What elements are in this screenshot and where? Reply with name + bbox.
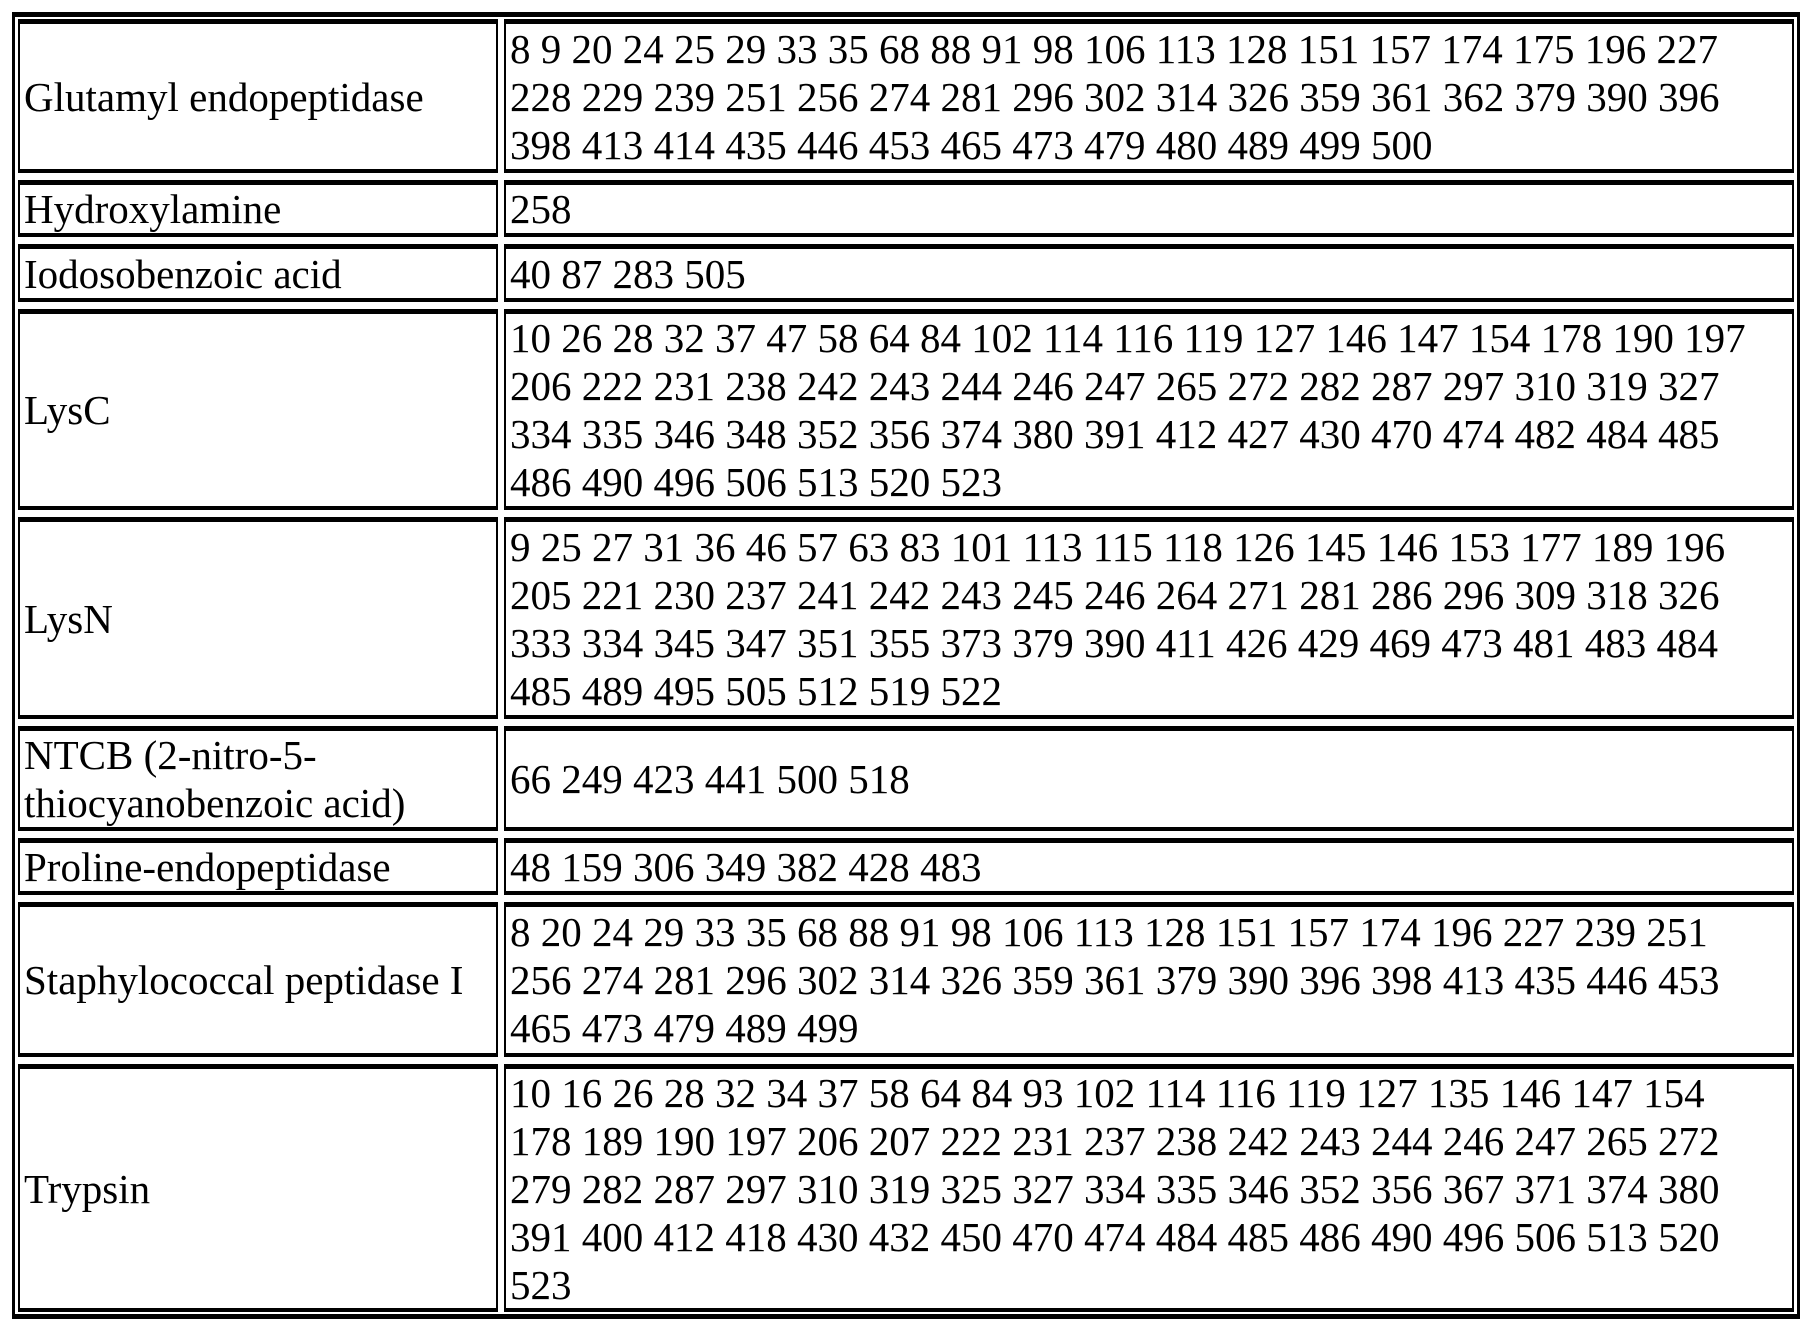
cleavage-positions-line: 9 25 27 31 36 46 57 63 83 101 113 115 118 126 145 146 153 177 189 196 <box>510 523 1725 571</box>
cleavage-positions-line: 279 282 287 297 310 319 325 327 334 335 346 352 356 367 371 374 380 <box>510 1165 1720 1213</box>
table-row <box>18 19 1794 173</box>
cleavage-positions-line: 333 334 345 347 351 355 373 379 390 411 426 429 469 473 481 483 484 <box>510 619 1725 667</box>
cleavage-positions-line: 206 222 231 238 242 243 244 246 247 265 272 282 287 297 310 319 327 <box>510 362 1746 410</box>
cleavage-agent-cell <box>18 517 498 719</box>
cleavage-positions-cell <box>504 309 1794 510</box>
cleavage-agent-cell <box>18 19 498 173</box>
cleavage-sites-table <box>12 12 1800 1319</box>
cleavage-positions-line: 256 274 281 296 302 314 326 359 361 379 390 396 398 413 435 446 453 <box>510 956 1720 1004</box>
cleavage-positions-cell <box>504 838 1794 895</box>
table-row <box>18 517 1794 719</box>
table-row <box>18 309 1794 510</box>
cleavage-positions-cell <box>504 19 1794 173</box>
cleavage-agent-name: Proline-endopeptidase <box>24 843 391 891</box>
cleavage-agent-name: Staphylococcal peptidase I <box>24 956 463 1004</box>
cleavage-positions-cell <box>504 180 1794 237</box>
cleavage-agent-cell <box>18 726 498 831</box>
cleavage-agent-name: Trypsin <box>24 1165 150 1213</box>
cleavage-positions-line: 178 189 190 197 206 207 222 231 237 238 242 243 244 246 247 265 272 <box>510 1117 1720 1165</box>
cleavage-positions-line: 486 490 496 506 513 520 523 <box>510 458 1746 506</box>
table-row <box>18 1064 1794 1312</box>
cleavage-agent-cell <box>18 902 498 1057</box>
table-row <box>18 244 1794 302</box>
cleavage-agent-name: Hydroxylamine <box>24 185 281 233</box>
cleavage-positions-line: 391 400 412 418 430 432 450 470 474 484 485 486 490 496 506 513 520 <box>510 1213 1720 1261</box>
cleavage-positions-line: 334 335 346 348 352 356 374 380 391 412 427 430 470 474 482 484 485 <box>510 410 1746 458</box>
cleavage-positions-line: 258 <box>510 185 572 233</box>
cleavage-agent-name: LysC <box>24 386 111 434</box>
cleavage-agent-cell <box>18 838 498 895</box>
table-row <box>18 902 1794 1057</box>
cleavage-positions-line: 8 20 24 29 33 35 68 88 91 98 106 113 128 151 157 174 196 227 239 251 <box>510 908 1720 956</box>
cleavage-positions-cell <box>504 902 1794 1057</box>
table-row <box>18 726 1794 831</box>
cleavage-agent-cell <box>18 244 498 302</box>
cleavage-positions-line: 398 413 414 435 446 453 465 473 479 480 489 499 500 <box>510 121 1720 169</box>
table-row <box>18 838 1794 895</box>
cleavage-positions-cell <box>504 726 1794 831</box>
cleavage-agent-name: Glutamyl endopeptidase <box>24 73 424 121</box>
cleavage-positions-line: 66 249 423 441 500 518 <box>510 755 910 803</box>
cleavage-positions-cell <box>504 1064 1794 1312</box>
cleavage-positions-line: 465 473 479 489 499 <box>510 1004 1720 1052</box>
table-row <box>18 180 1794 237</box>
cleavage-positions-line: 48 159 306 349 382 428 483 <box>510 843 982 891</box>
cleavage-agent-cell <box>18 309 498 510</box>
cleavage-positions-cell <box>504 517 1794 719</box>
cleavage-positions-line: 10 16 26 28 32 34 37 58 64 84 93 102 114 116 119 127 135 146 147 154 <box>510 1069 1720 1117</box>
cleavage-agent-cell <box>18 180 498 237</box>
cleavage-agent-name: LysN <box>24 595 113 643</box>
cleavage-positions-line: 40 87 283 505 <box>510 250 746 298</box>
cleavage-positions-line: 205 221 230 237 241 242 243 245 246 264 271 281 286 296 309 318 326 <box>510 571 1725 619</box>
cleavage-agent-name: Iodosobenzoic acid <box>24 250 342 298</box>
cleavage-positions-line: 523 <box>510 1261 1720 1309</box>
cleavage-positions-line: 8 9 20 24 25 29 33 35 68 88 91 98 106 113 128 151 157 174 175 196 227 <box>510 25 1720 73</box>
cleavage-positions-line: 228 229 239 251 256 274 281 296 302 314 326 359 361 362 379 390 396 <box>510 73 1720 121</box>
cleavage-positions-line: 10 26 28 32 37 47 58 64 84 102 114 116 119 127 146 147 154 178 190 197 <box>510 314 1746 362</box>
cleavage-positions-cell <box>504 244 1794 302</box>
cleavage-agent-name: thiocyanobenzoic acid) <box>24 779 405 827</box>
cleavage-agent-cell <box>18 1064 498 1312</box>
cleavage-positions-line: 485 489 495 505 512 519 522 <box>510 667 1725 715</box>
cleavage-agent-name: NTCB (2-nitro-5- <box>24 731 405 779</box>
